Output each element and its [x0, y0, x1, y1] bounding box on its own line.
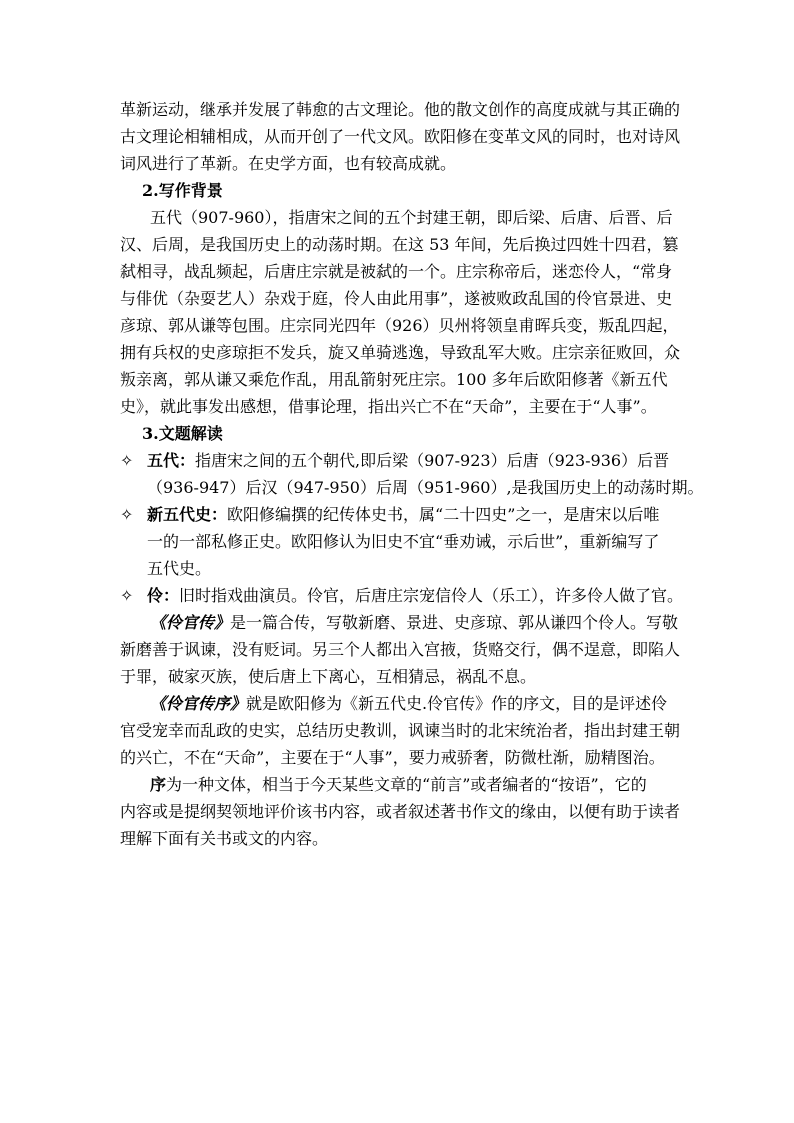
diamond-bullet-icon: ✧	[120, 451, 134, 470]
text-line: 指唐宋之间的五个朝代,即后梁（907-923）后唐（923-936）后晋	[195, 451, 670, 470]
intro-paragraph	[120, 96, 692, 177]
text-line: 拥有兵权的史彦琼拒不发兵，旋又单骑逃逸，导致乱军大败。庄宗亲征败回，众	[120, 343, 681, 362]
xu-paragraph	[120, 771, 692, 852]
text-line: 五代（907-960），指唐宋之间的五个封建王朝，即后梁、后唐、后晋、后	[150, 208, 673, 227]
text-line: 理解下面有关书或文的内容。	[120, 829, 329, 848]
text-line: 内容或是提纲契领地评价该书内容，或者叙述著书作文的缘由，以便有助于读者	[120, 802, 681, 821]
text-line: 旧时指戏曲演员。伶官，后唐庄宗宠信伶人（乐工），许多伶人做了官。	[179, 586, 684, 605]
text-line: 古文理论相辅相成，从而开创了一代文风。欧阳修在变革文风的同时，也对诗风	[120, 127, 681, 146]
section-heading-background: 2.写作背景	[142, 181, 223, 200]
term-label: 《伶官传序》	[150, 694, 247, 713]
term-label: 新五代史：	[147, 505, 228, 524]
text-line: 新磨善于讽谏，没有贬词。另三个人都出入宫掖，货赂交行，偶不逞意，即陷人	[120, 640, 681, 659]
linguanzhuanxu-paragraph	[120, 690, 692, 771]
text-line: 的兴亡，不在“天命”，主要在于“人事”，要力戒骄奢，防微杜渐，励精图治。	[120, 748, 665, 767]
text-line: 于罪，破家灭族，使后唐上下离心，互相猜忌，祸乱不息。	[120, 667, 537, 686]
list-item-ling	[120, 582, 692, 609]
text-line: 彦琼、郭从谦等包围。庄宗同光四年（926）贝州将领皇甫晖兵变，叛乱四起，	[120, 316, 679, 335]
text-line: 弑相寻，战乱频起，后唐庄宗就是被弑的一个。庄宗称帝后，迷恋伶人，“常身	[120, 262, 673, 281]
text-line: 为一种文体，相当于今天某些文章的“前言”或者编者的“按语”，它的	[166, 775, 647, 794]
term-label: 五代：	[147, 451, 196, 470]
text-line: 汉、后周，是我国历史上的动荡时期。在这 53 年间，先后换过四姓十四君，篡	[120, 235, 679, 254]
linguanzhuan-paragraph	[120, 609, 692, 690]
text-line: （936-947）后汉（947-950）后周（951-960）,是我国历史上的动荡时期。	[147, 478, 704, 497]
text-line: 叛亲离，郭从谦又乘危作乱，用乱箭射死庄宗。100 多年后欧阳修著《新五代	[120, 370, 668, 389]
list-item-xinwudaishi	[120, 501, 692, 582]
diamond-bullet-icon: ✧	[120, 505, 134, 524]
list-item-wudai	[120, 447, 704, 501]
background-paragraph	[120, 204, 692, 420]
text-line: 欧阳修编撰的纪传体史书，属“二十四史”之一，是唐宋以后唯	[227, 505, 660, 524]
section-heading-title-interpretation: 3.文题解读	[142, 424, 223, 443]
text-line: 与俳优（杂耍艺人）杂戏于庭，伶人由此用事”，遂被败政乱国的伶官景进、史	[120, 289, 673, 308]
text-line: 一的一部私修正史。欧阳修认为旧史不宜“垂劝诫，示后世”，重新编写了	[147, 532, 660, 551]
term-label: 序	[150, 775, 167, 794]
text-line: 是一篇合传，写敬新磨、景进、史彦琼、郭从谦四个伶人。写敬	[230, 613, 679, 632]
text-line: 史》，就此事发出感想，借事论理，指出兴亡不在“天命”，主要在于“人事”。	[120, 397, 657, 416]
text-line: 就是欧阳修为《新五代史.伶官传》作的序文，目的是评述伶	[246, 694, 668, 713]
text-line: 词风进行了革新。在史学方面，也有较高成就。	[120, 154, 457, 173]
diamond-bullet-icon: ✧	[120, 586, 134, 605]
term-label: 伶：	[147, 586, 180, 605]
term-label: 《伶官传》	[150, 613, 231, 632]
text-line: 官受宠幸而乱政的史实，总结历史教训，讽谏当时的北宋统治者，指出封建王朝	[120, 721, 681, 740]
text-line: 革新运动，继承并发展了韩愈的古文理论。他的散文创作的高度成就与其正确的	[120, 100, 681, 119]
text-line: 五代史。	[147, 559, 212, 578]
document-page	[120, 96, 704, 852]
